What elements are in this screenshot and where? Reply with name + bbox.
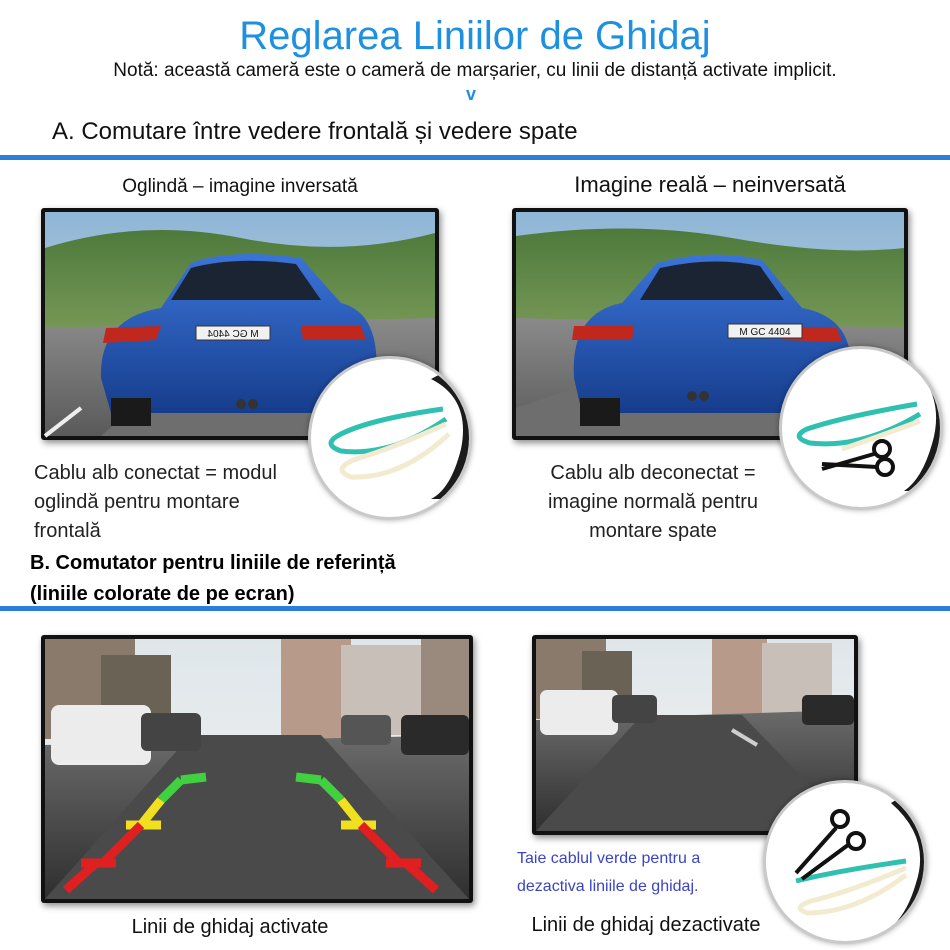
guidelines-on-image (41, 635, 473, 903)
section-divider (0, 155, 950, 160)
svg-text:M GC 4404: M GC 4404 (207, 329, 259, 340)
guidelines-off-caption: Linii de ghidaj dezactivate (531, 914, 761, 936)
real-image-caption: Imagine reală – neinversată (574, 172, 846, 197)
page-title: Reglarea Liniilor de Ghidaj (239, 14, 711, 58)
down-arrow-icon: v (466, 84, 477, 104)
svg-text:M GC 4404: M GC 4404 (739, 327, 791, 338)
section-divider (0, 606, 950, 611)
white-wire-connected-detail (308, 356, 472, 520)
section-b-heading: B. Comutator pentru liniile de referință (liniile colorate de pe ecran) (30, 552, 396, 605)
section-a-heading: A. Comutare între vedere frontală și vedere spate (52, 118, 578, 145)
mirror-caption: Oglindă – imagine inversată (122, 176, 358, 197)
green-wire-cut-detail (763, 780, 927, 944)
guidelines-on-caption: Linii de ghidaj activate (131, 916, 329, 938)
mirror-description: Cablu alb conectat = modul oglindă pentru montare frontală (34, 462, 277, 542)
white-wire-cut-detail (779, 346, 943, 510)
cut-green-wire-tip: Taie cablul verde pentru a dezactiva liniile de ghidaj. (517, 850, 701, 895)
note-text: Notă: această cameră este o cameră de marșarier, cu linii de distanță activate implicit. (113, 60, 837, 81)
real-image-description: Cablu alb deconectat = imagine normală pentru montare spate (547, 462, 759, 542)
